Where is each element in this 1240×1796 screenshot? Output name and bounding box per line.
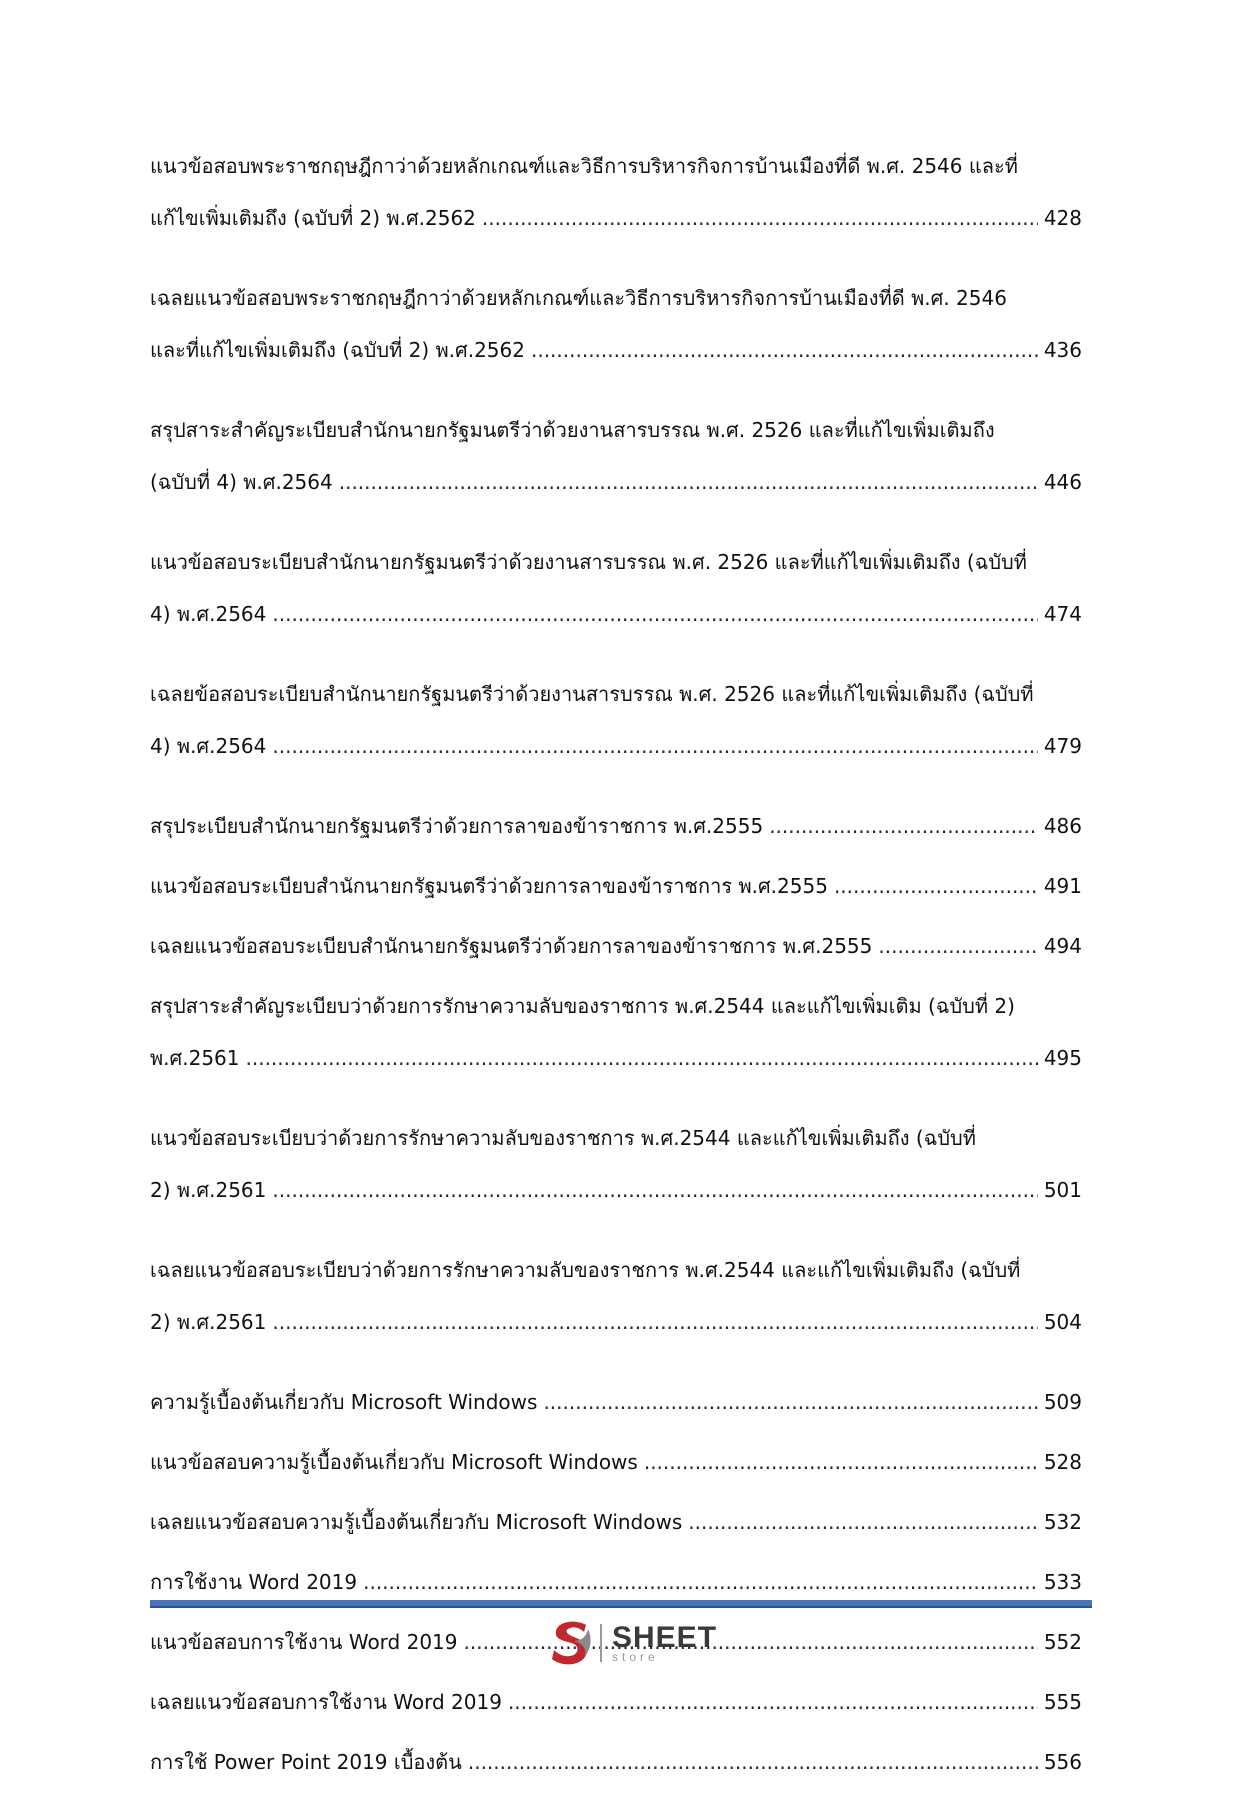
page-number: 509 (1043, 1390, 1082, 1414)
toc-entry-text-line: และที่แก้ไขเพิ่มเติมถึง (ฉบับที่ 2) พ.ศ.2562 (150, 338, 525, 362)
toc-entry-last-line (150, 1296, 1082, 1348)
toc-entry-text-line: 2) พ.ศ.2561 (150, 1310, 267, 1334)
toc-entry-last-line (150, 1032, 1082, 1084)
toc-entry[interactable] (150, 404, 1082, 508)
toc-entry-last-line (150, 1496, 1082, 1548)
toc-entry[interactable] (150, 800, 1082, 852)
table-of-contents (150, 140, 1082, 1796)
dot-leader (834, 860, 1038, 912)
dot-leader (246, 1032, 1038, 1084)
toc-entry-text-line: สรุปสาระสำคัญระเบียบว่าด้วยการรักษาความลับของราชการ พ.ศ.2544 และแก้ไขเพิ่มเติม (ฉบับที่ 2) (150, 994, 1015, 1018)
page-number: 501 (1043, 1178, 1082, 1202)
toc-entry-text-line: แนวข้อสอบระเบียบสำนักนายกรัฐมนตรีว่าด้วยการลาของข้าราชการ พ.ศ.2555 (150, 874, 828, 898)
logo-word-store: store (612, 1650, 659, 1664)
toc-entry-text-line: ความรู้เบื้องต้นเกี่ยวกับ Microsoft Windows (150, 1390, 538, 1414)
toc-entry-text-line: สรุประเบียบสำนักนายกรัฐมนตรีว่าด้วยการลาของข้าราชการ พ.ศ.2555 (150, 814, 764, 838)
page-number: 555 (1043, 1690, 1082, 1714)
toc-entry-text-line: การใช้งาน Word 2019 (150, 1570, 358, 1594)
toc-entry-text-line: เฉลยแนวข้อสอบระเบียบว่าด้วยการรักษาความลับของราชการ พ.ศ.2544 และแก้ไขเพิ่มเติมถึง (ฉบับที่ (150, 1258, 1021, 1282)
toc-entry-text-line: พ.ศ.2561 (150, 1046, 240, 1070)
toc-entry[interactable] (150, 1676, 1082, 1728)
page-number: 504 (1043, 1310, 1082, 1334)
dot-leader (531, 324, 1038, 376)
toc-entry-text-line: เฉลยแนวข้อสอบความรู้เบื้องต้นเกี่ยวกับ Microsoft Windows (150, 1510, 683, 1534)
toc-entry-last-line (150, 1376, 1082, 1428)
toc-entry-last-line (150, 1676, 1082, 1728)
toc-entry-text-line: เฉลยแนวข้อสอบพระราชกฤษฎีกาว่าด้วยหลักเกณฑ์และวิธีการบริหารกิจการบ้านเมืองที่ดี พ.ศ. 2546 (150, 286, 1007, 310)
dot-leader (543, 1376, 1037, 1428)
toc-entry[interactable] (150, 1736, 1082, 1788)
logo-wordmark (612, 1623, 717, 1663)
dot-leader (644, 1436, 1038, 1488)
page-number: 436 (1043, 338, 1082, 362)
toc-entry-text-line: แก้ไขเพิ่มเติมถึง (ฉบับที่ 2) พ.ศ.2562 (150, 206, 476, 230)
page-number: 494 (1043, 934, 1082, 958)
toc-entry-text-line: สรุปสาระสำคัญระเบียบสำนักนายกรัฐมนตรีว่าด้วยงานสารบรรณ พ.ศ. 2526 และที่แก้ไขเพิ่มเติมถึง (150, 418, 995, 442)
toc-entry-last-line (150, 1164, 1082, 1216)
toc-entry-last-line (150, 1736, 1082, 1788)
sheet-store-logo (548, 1615, 728, 1671)
toc-entry-text-line: 2) พ.ศ.2561 (150, 1178, 267, 1202)
toc-entry-text-line: แนวข้อสอบระเบียบสำนักนายกรัฐมนตรีว่าด้วยงานสารบรรณ พ.ศ. 2526 และที่แก้ไขเพิ่มเติมถึง (ฉบับที่ (150, 550, 1027, 574)
page-number: 528 (1043, 1450, 1082, 1474)
toc-entry[interactable] (150, 536, 1082, 640)
toc-entry[interactable] (150, 1436, 1082, 1488)
dot-leader (508, 1676, 1038, 1728)
toc-entry-text-line: แนวข้อสอบการใช้งาน Word 2019 (150, 1630, 458, 1654)
toc-entry-last-line (150, 324, 1082, 376)
toc-entry[interactable] (150, 140, 1082, 244)
toc-entry-last-line (150, 192, 1082, 244)
toc-entry-text-line: 4) พ.ศ.2564 (150, 602, 267, 626)
dot-leader (272, 1296, 1037, 1348)
page-number: 491 (1043, 874, 1082, 898)
page-number: 532 (1043, 1510, 1082, 1534)
toc-entry-text-line: (ฉบับที่ 4) พ.ศ.2564 (150, 470, 333, 494)
dot-leader (272, 588, 1037, 640)
toc-entry-last-line (150, 456, 1082, 508)
s-swoosh-logo-icon (548, 1619, 594, 1667)
dot-leader (688, 1496, 1038, 1548)
toc-entry[interactable] (150, 1496, 1082, 1548)
toc-entry[interactable] (150, 860, 1082, 912)
page-number: 474 (1043, 602, 1082, 626)
logo-divider (600, 1624, 602, 1662)
toc-entry[interactable] (150, 1244, 1082, 1348)
dot-leader (468, 1736, 1038, 1788)
toc-entry-text-line: การใช้ Power Point 2019 เบื้องต้น (150, 1750, 462, 1774)
toc-entry-text-line: เฉลยแนวข้อสอบการใช้งาน Word 2019 (150, 1690, 502, 1714)
dot-leader (272, 720, 1037, 772)
toc-entry[interactable] (150, 980, 1082, 1084)
toc-entry[interactable] (150, 1376, 1082, 1428)
dot-leader (482, 192, 1038, 244)
toc-entry[interactable] (150, 1112, 1082, 1216)
toc-entry-last-line (150, 800, 1082, 852)
toc-entry[interactable] (150, 272, 1082, 376)
dot-leader (878, 920, 1037, 972)
toc-entry-text-line: 4) พ.ศ.2564 (150, 734, 267, 758)
page-number: 446 (1043, 470, 1082, 494)
toc-entry-last-line (150, 1436, 1082, 1488)
toc-entry-last-line (150, 860, 1082, 912)
footer-rule (150, 1600, 1092, 1608)
toc-entry-text-line: เฉลยข้อสอบระเบียบสำนักนายกรัฐมนตรีว่าด้วยงานสารบรรณ พ.ศ. 2526 และที่แก้ไขเพิ่มเติมถึง (ฉบับที่ (150, 682, 1034, 706)
toc-entry-text-line: แนวข้อสอบความรู้เบื้องต้นเกี่ยวกับ Microsoft Windows (150, 1450, 638, 1474)
toc-entry-last-line (150, 588, 1082, 640)
page-number: 479 (1043, 734, 1082, 758)
page-number: 495 (1043, 1046, 1082, 1070)
page-number: 533 (1043, 1570, 1082, 1594)
dot-leader (769, 800, 1038, 852)
dot-leader (339, 456, 1038, 508)
page-number: 552 (1043, 1630, 1082, 1654)
page-number: 428 (1043, 206, 1082, 230)
toc-entry-last-line (150, 720, 1082, 772)
toc-entry[interactable] (150, 920, 1082, 972)
page-number: 556 (1043, 1750, 1082, 1774)
dot-leader (272, 1164, 1037, 1216)
toc-entry-text-line: แนวข้อสอบพระราชกฤษฎีกาว่าด้วยหลักเกณฑ์และวิธีการบริหารกิจการบ้านเมืองที่ดี พ.ศ. 2546 และที่ (150, 154, 1018, 178)
page-number: 486 (1043, 814, 1082, 838)
toc-entry-last-line (150, 920, 1082, 972)
toc-entry[interactable] (150, 668, 1082, 772)
toc-entry-text-line: เฉลยแนวข้อสอบระเบียบสำนักนายกรัฐมนตรีว่าด้วยการลาของข้าราชการ พ.ศ.2555 (150, 934, 873, 958)
toc-entry-text-line: แนวข้อสอบระเบียบว่าด้วยการรักษาความลับของราชการ พ.ศ.2544 และแก้ไขเพิ่มเติมถึง (ฉบับที่ (150, 1126, 976, 1150)
logo-word-sheet: SHEET (612, 1621, 718, 1654)
